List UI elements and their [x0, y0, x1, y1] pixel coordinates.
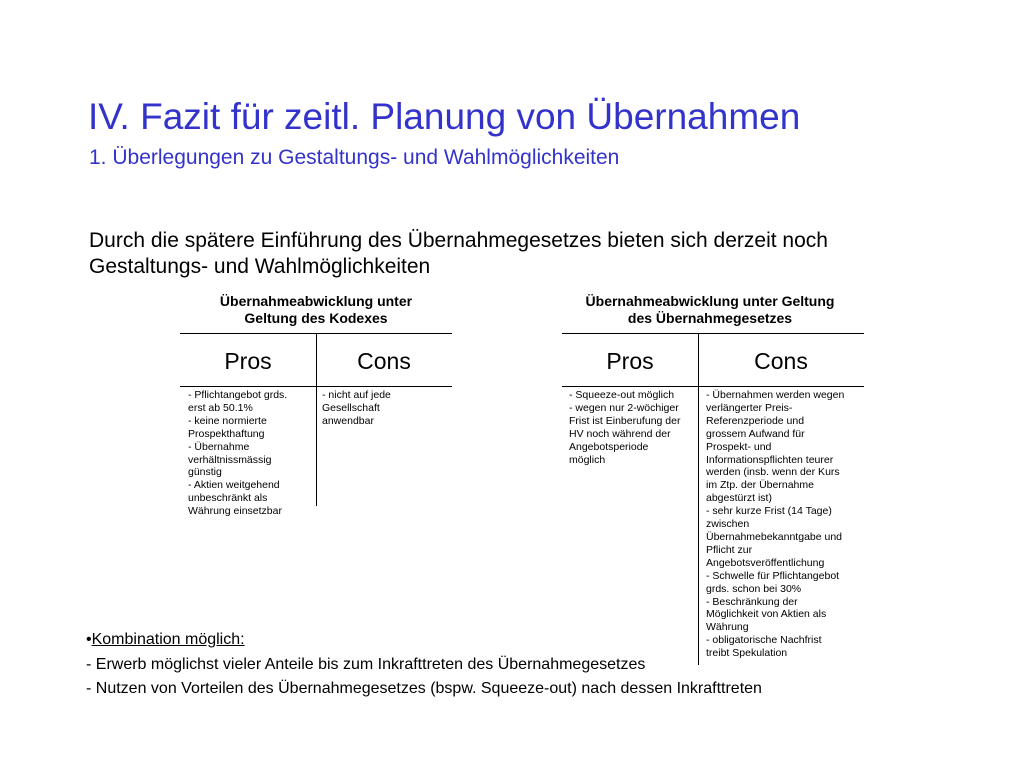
cell-line: Informationspflichten teurer: [706, 453, 834, 466]
cell-line: - keine normierte: [188, 414, 267, 427]
law-cons-header: Cons: [754, 348, 808, 374]
cell-line: - Squeeze-out möglich: [569, 389, 675, 401]
cell-line: anwendbar: [322, 414, 374, 427]
cell-line: - Übernahmen werden wegen: [706, 389, 845, 401]
cell-line: Gesellschaft: [322, 401, 380, 414]
cell-line: - nicht auf jede: [322, 389, 391, 401]
cell-line: Möglichkeit von Aktien als: [706, 608, 827, 621]
intro-text: Durch die spätere Einführung des Übernahmegesetzes bieten sich derzeit noch Gestaltungs- und Wahlmöglichkeiten: [89, 229, 828, 278]
cell-line: - Pflichtangebot grds.: [188, 389, 288, 401]
cell-line: möglich: [569, 453, 606, 466]
law-table-heading: [556, 293, 864, 327]
kodex-pros-header: Pros: [224, 348, 272, 374]
cell-line: verlängerter Preis-: [706, 401, 793, 414]
cell-line: - obligatorische Nachfrist: [706, 634, 822, 647]
cell-line: unbeschränkt als: [188, 492, 268, 505]
law-column-divider: [698, 333, 699, 665]
cell-line: grds. schon bei 30%: [706, 582, 802, 595]
bullet: •: [86, 631, 92, 648]
law-pros-header: Pros: [606, 348, 654, 374]
cell-line: - sehr kurze Frist (14 Tage): [706, 505, 832, 518]
law-cons-cell: [706, 389, 862, 660]
cell-line: grossem Aufwand für: [706, 427, 805, 440]
cell-line: erst ab 50.1%: [188, 401, 253, 414]
kodex-heading-line1: Übernahmeabwicklung unter: [219, 293, 413, 309]
law-pros-cell: [569, 389, 697, 466]
cell-line: Währung: [706, 621, 749, 634]
cell-line: - Aktien weitgehend: [188, 479, 280, 492]
cell-line: Pflicht zur: [706, 543, 753, 556]
cell-line: Angebotsperiode: [569, 440, 649, 453]
cell-line: - Schwelle für Pflichtangebot: [706, 569, 840, 582]
cell-line: Übernahmebekanntgabe und: [706, 530, 843, 543]
law-heading-line2: des Übernahmegesetzes: [627, 310, 793, 326]
cell-line: im Ztp. der Übernahme: [706, 479, 814, 492]
cell-line: werden (insb. wenn der Kurs: [706, 466, 840, 479]
kodex-table-heading: [180, 293, 452, 327]
cell-line: - wegen nur 2-wöchiger: [569, 401, 679, 414]
kodex-pros-cell: [188, 389, 313, 518]
kodex-cons-cell: [322, 389, 447, 428]
bottom-line-1: - Erwerb möglichst vieler Anteile bis zum Inkrafttreten des Übernahmegesetzes: [86, 656, 646, 673]
cell-line: - Übernahme: [188, 440, 250, 453]
kodex-cons-header: Cons: [357, 348, 411, 374]
cell-line: - Beschränkung der: [706, 595, 798, 608]
cell-line: zwischen: [706, 518, 750, 531]
combination-line: [86, 631, 245, 649]
cell-line: HV noch während der: [569, 427, 671, 440]
cell-line: Prospekthaftung: [188, 427, 265, 440]
cell-line: Referenzperiode und: [706, 414, 805, 427]
cell-line: abgestürzt ist): [706, 492, 772, 505]
combination-label: Kombination möglich:: [91, 631, 245, 648]
law-header-rule: [562, 386, 864, 387]
cell-line: verhältnissmässig: [188, 453, 272, 466]
slide-subtitle: 1. Überlegungen zu Gestaltungs- und Wahlmöglichkeiten: [89, 146, 620, 169]
cell-line: Frist ist Einberufung der: [569, 414, 681, 427]
cell-line: günstig: [188, 466, 222, 479]
cell-line: Prospekt- und: [706, 440, 772, 453]
slide-title: IV. Fazit für zeitl. Planung von Übernahmen: [88, 96, 801, 137]
cell-line: Währung einsetzbar: [188, 505, 282, 518]
cell-line: Angebotsveröffentlichung: [706, 556, 825, 569]
cell-line: treibt Spekulation: [706, 647, 788, 660]
kodex-heading-line2: Geltung des Kodexes: [244, 310, 388, 326]
law-top-rule: [562, 333, 864, 334]
bottom-line-2: - Nutzen von Vorteilen des Übernahmegesetzes (bspw. Squeeze-out) nach dessen Inkrafttreten: [86, 680, 762, 697]
law-heading-line1: Übernahmeabwicklung unter Geltung: [585, 293, 835, 309]
